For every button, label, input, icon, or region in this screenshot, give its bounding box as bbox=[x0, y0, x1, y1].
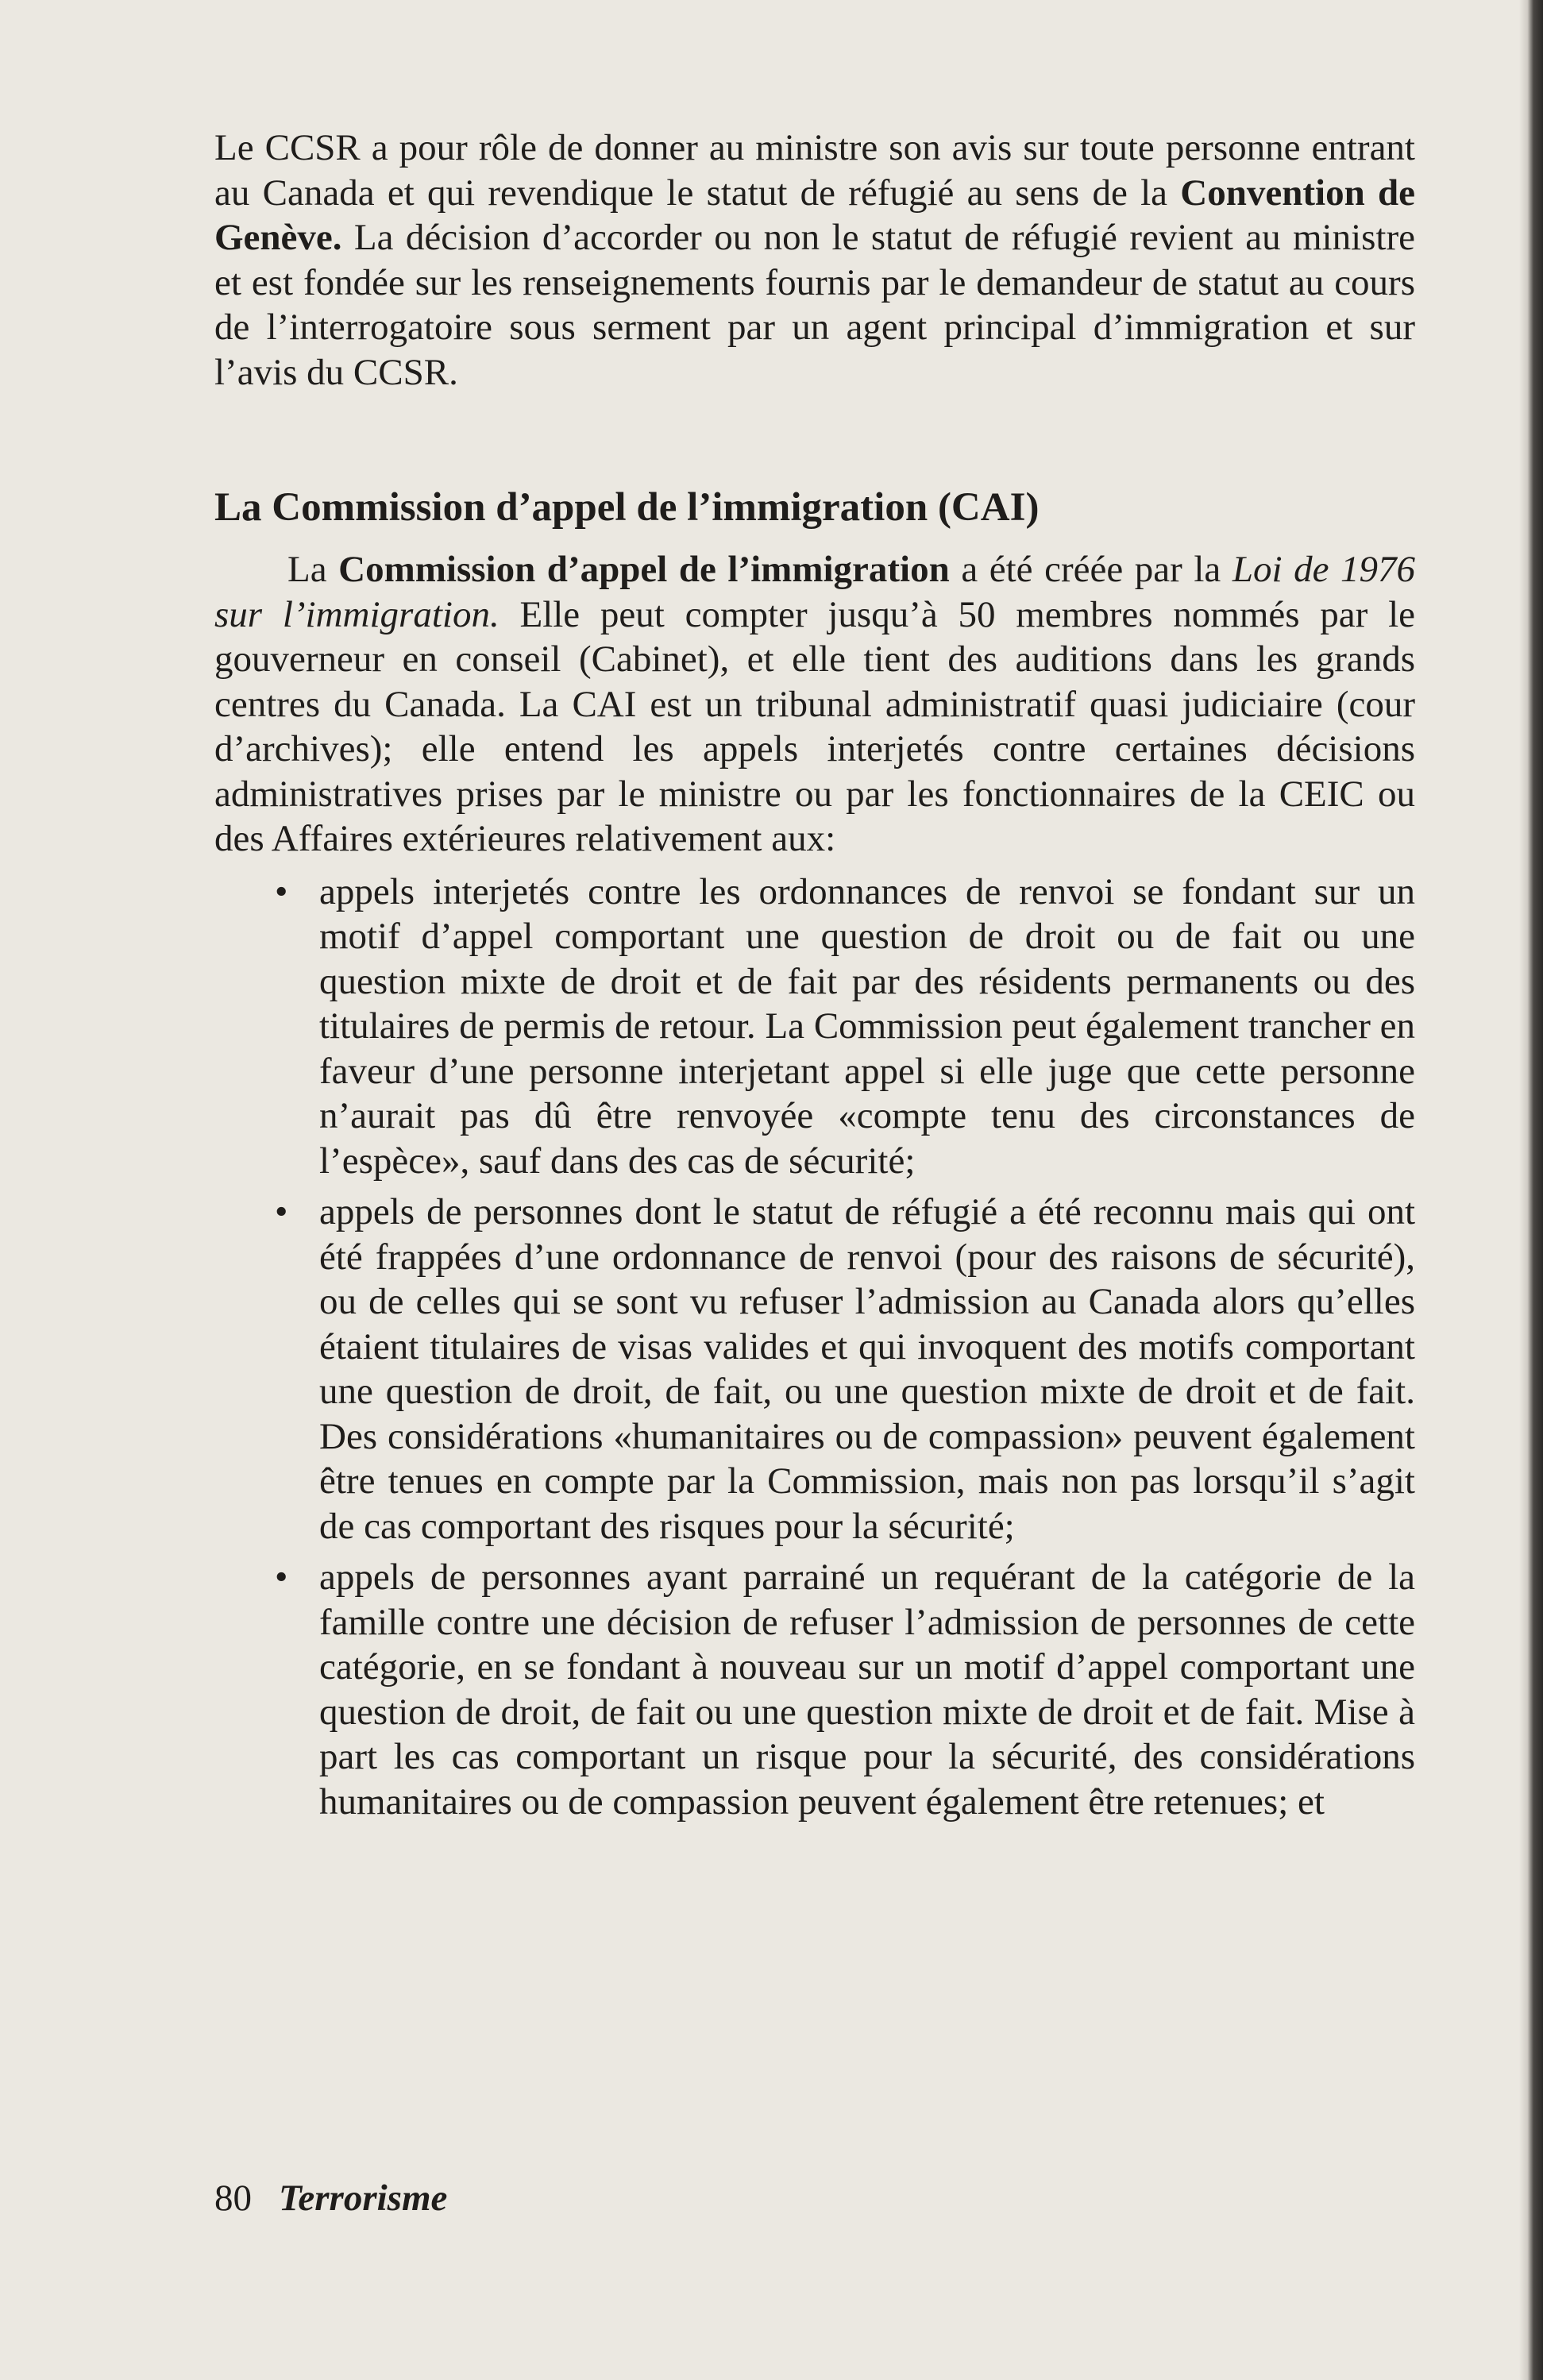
list-item-text: appels de personnes dont le statut de réfugié a été reconnu mais qui ont été frappées d’une ordonnance de renvoi (pour des raisons de sécurité), ou de celles qui se sont vu refuser l’admission au Canada alors qu’elles étaient titulaires de visas valides et qui invoquent des motifs comportant une question de droit, de fait, ou une question mixte de droit et de fait. Des considérations «humanitaires ou de compassion» peuvent également être tenues en compte par la Commission, mais non pas lorsqu’il s’agit de cas comportant des risques pour la sécurité; bbox=[319, 1191, 1415, 1547]
section-heading: La Commission d’appel de l’immigration (CAI) bbox=[214, 485, 1040, 530]
section-italic-title: Loi de 1976 sur l’immigration. bbox=[214, 549, 1415, 635]
section-paragraph bbox=[214, 547, 1415, 862]
intro-bold-term: Convention de Genève. bbox=[214, 172, 1415, 258]
page-number: 80 bbox=[214, 2177, 252, 2219]
intro-text-2: La décision d’accorder ou non le statut de réfugié revient au ministre et est fondée sur les renseignements fournis par le demandeur de statut au cours de l’interrogatoire sous serment par un agent principal d’immigration et sur l’avis du CCSR. bbox=[214, 217, 1415, 393]
section-text-end: Elle peut compter jusqu’à 50 membres nommés par le gouverneur en conseil (Cabinet), et elle tient des auditions dans les grands centres du Canada. La CAI est un tribunal administratif quasi judiciaire (cour d’archives); elle entend les appels interjetés contre certaines décisions administratives prises par le ministre ou par les fonctionnaires de la CEIC ou des Affaires extérieures relativement aux: bbox=[214, 593, 1416, 859]
text-column bbox=[214, 125, 1415, 1830]
bullet-icon: • bbox=[275, 870, 288, 912]
page-footer bbox=[214, 2176, 447, 2220]
running-title: Terrorisme bbox=[279, 2177, 448, 2219]
list-item-text: appels de personnes ayant parrainé un requérant de la catégorie de la famille contre une décision de refuser l’admission de personnes de cette catégorie, en se fondant à nouveau sur un motif d’appel comportant une question de droit, de fait ou une question mixte de droit et de fait. Mise à part les cas comportant un risque pour la sécurité, des considérations humanitaires ou de compassion peuvent également être retenues; et bbox=[319, 1556, 1415, 1823]
list-item-text: appels interjetés contre les ordonnances de renvoi se fondant sur un motif d’appel comportant une question de droit ou de fait ou une question mixte de droit et de fait par des résidents permanents ou des titulaires de permis de retour. La Commission peut également trancher en faveur d’une personne interjetant appel si elle juge que cette personne n’aurait pas dû être renvoyée «compte tenu des circonstances de l’espèce», sauf dans des cas de sécurité; bbox=[319, 870, 1415, 1182]
section-text-mid: a été créée par la bbox=[949, 549, 1232, 590]
list-item bbox=[214, 1555, 1415, 1824]
bullet-icon: • bbox=[275, 1191, 288, 1232]
section-bold-term: Commission d’appel de l’immigration bbox=[338, 549, 950, 590]
list-item bbox=[214, 1190, 1415, 1549]
section-text-start: La bbox=[287, 549, 339, 590]
intro-paragraph bbox=[214, 125, 1415, 395]
list-item bbox=[214, 870, 1415, 1184]
page-edge-shadow bbox=[1519, 0, 1543, 2380]
bullet-list bbox=[214, 870, 1415, 1825]
intro-text-1: Le CCSR a pour rôle de donner au ministre son avis sur toute personne entrant au Canada et qui revendique le statut de réfugié au sens de la bbox=[214, 127, 1415, 214]
bullet-icon: • bbox=[275, 1556, 288, 1598]
